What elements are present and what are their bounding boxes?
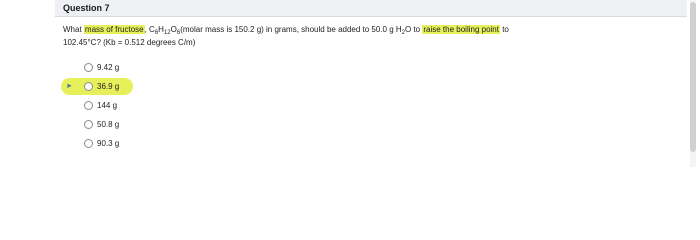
radio-button[interactable] bbox=[84, 101, 93, 110]
answer-option-label: 144 g bbox=[97, 101, 118, 110]
answer-option-label: 36.9 g bbox=[97, 82, 120, 91]
answer-option-label: 50.8 g bbox=[97, 120, 120, 129]
answer-option-label: 9.42 g bbox=[97, 63, 120, 72]
answer-option-selected[interactable] bbox=[66, 80, 154, 93]
radio-button[interactable] bbox=[84, 139, 93, 148]
radio-button[interactable] bbox=[84, 63, 93, 72]
answer-option[interactable] bbox=[84, 99, 154, 112]
question-line-2: 102.45°C? (Kb = 0.512 degrees C/m) bbox=[63, 38, 196, 47]
arrow-right-icon: ➤ bbox=[66, 83, 72, 90]
answer-option[interactable] bbox=[84, 61, 154, 74]
answer-option[interactable] bbox=[84, 137, 154, 150]
question-title: Question 7 bbox=[63, 3, 110, 13]
scrollbar-thumb[interactable] bbox=[690, 2, 696, 152]
question-prompt: What mass of fructose, $C_6H_{12}O_6(molar$ mass is 150.2 g) in grams, should be added to 50.0 g $H_2O$ to raise the boiling point to 102.45°C? (Kb = 0.512 degrees C/m) bbox=[63, 25, 509, 47]
answer-option-label: 90.3 g bbox=[97, 139, 120, 148]
highlight-raise-boiling-point: raise the boiling point bbox=[423, 25, 499, 34]
highlight-mass-of-fructose: mass of fructose bbox=[84, 25, 144, 34]
radio-button[interactable] bbox=[84, 82, 93, 91]
answer-options bbox=[66, 61, 154, 156]
question-header bbox=[55, 0, 687, 17]
answer-option[interactable] bbox=[84, 118, 154, 131]
radio-button[interactable] bbox=[84, 120, 93, 129]
